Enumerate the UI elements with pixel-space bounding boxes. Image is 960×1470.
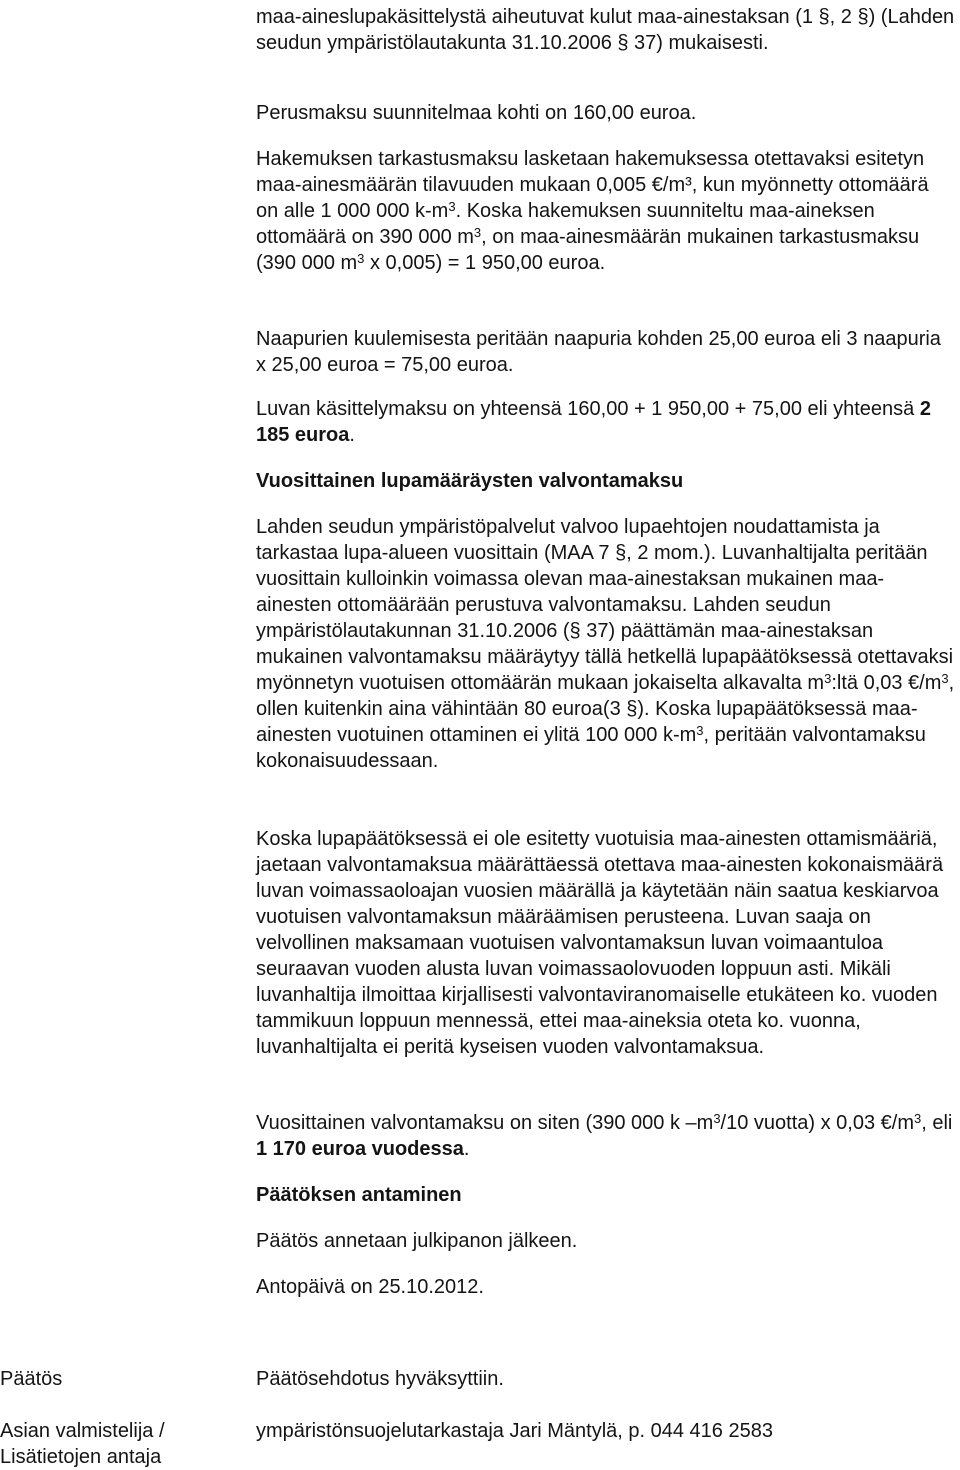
paragraph-julkipano: Päätös annetaan julkipanon jälkeen. — [256, 1230, 578, 1252]
paragraph-antopaiva: Antopäivä on 25.10.2012. — [256, 1276, 484, 1298]
paragraph-kasittelymaksu: Luvan käsittelymaksu on yhteensä 160,00 + 1 950,00 + 75,00 eli yhteensä 2 185 euroa. — [256, 398, 931, 446]
paragraph-perusmaksu: Perusmaksu suunnitelmaa kohti on 160,00 euroa. — [256, 102, 697, 124]
footer-label-paatos: Päätös — [0, 1368, 63, 1390]
paragraph-tarkastusmaksu: Hakemuksen tarkastusmaksu lasketaan hakemuksessa otettavaksi esitetyn maa-ainesmäärän tilavuuden mukaan 0,005 €/m³, kun myönnetty ottomäärä on alle 1 000 000 $k-m^3$. Koska hakemuksen suunniteltu maa-aineksen ottomäärä on 390 000 $m^3$, on maa-ainesmäärän mukainen tarkastusmaksu (390 000 $m^3$ x 0,005) = 1 950,00 euroa. — [256, 148, 929, 274]
heading-antaminen: Päätöksen antaminen — [256, 1184, 462, 1206]
paragraph-vuosimaksu: Vuosittainen valvontamaksu on siten (390 000 k $-m^3/10$ vuotta) x 0,03 $€/m^3$, eli 1 170 euroa vuodessa. — [256, 1111, 953, 1160]
heading-valvontamaksu: Vuosittainen lupamääräysten valvontamaksu — [256, 470, 684, 492]
footer-value-valmistelija: ympäristönsuojelutarkastaja Jari Mäntylä, p. 044 416 2583 — [256, 1420, 773, 1442]
footer-value-paatos: Päätösehdotus hyväksyttiin. — [256, 1368, 504, 1390]
paragraph-vuotuiset: Koska lupapäätöksessä ei ole esitetty vuotuisia maa-ainesten ottamismääriä, jaetaan valvontamaksua määrättäessä otettava maa-ainesten kokonaismäärä luvan voimassaoloajan vuosien määrällä ja käytetään näin saatua keskiarvoa vuotuisen valvontamaksun määräämisen perusteena. Luvan saaja on velvollinen maksamaan vuotuisen valvontamaksun luvan voimaantuloa seuraavan vuoden alusta luvan voimassaolovuoden loppuun asti. Mikäli luvanhaltija ilmoittaa kirjallisesti valvontaviranomaiselle etukäteen ko. vuoden tammikuun loppuun mennessä, ettei maa-aineksia oteta ko. vuonna, luvanhaltijalta ei peritä kyseisen vuoden valvontamaksua. — [256, 828, 944, 1058]
footer-label-valmistelija: Asian valmistelija / Lisätietojen antaja — [0, 1420, 165, 1468]
paragraph-taksa — [256, 4, 956, 56]
paragraph-naapurit: Naapurien kuulemisesta peritään naapuria kohden 25,00 euroa eli 3 naapuria x 25,00 euroa = 75,00 euroa. — [256, 328, 941, 376]
annual-amount: 1 170 euroa vuodessa — [256, 1138, 464, 1160]
total-amount: 2 185 euroa — [256, 398, 931, 446]
paragraph-text: maa-aineslupakäsittelystä aiheutuvat kulut maa-ainestaksan (1 §, 2 §) (Lahden seudun ympäristölautakunta 31.10.2006 § 37) mukaisesti. — [256, 6, 955, 54]
paragraph-valvonta: Lahden seudun ympäristöpalvelut valvoo lupaehtojen noudattamista ja tarkastaa lupa-alueen vuosittain (MAA 7 §, 2 mom.). Luvanhaltijalta peritään vuosittain kulloinkin voimassa olevan maa-ainestaksan mukainen maa-ainesten ottomäärään perustuva valvontamaksu. Lahden seudun ympäristölautakunnan 31.10.2006 (§ 37) päättämän maa-ainestaksan mukainen valvontamaksu määräytyy tällä hetkellä lupapäätöksessä otettavaksi myönnetyn vuotuisen ottomäärän mukaan jokaiselta alkavalta $m^3:ltä$ 0,03 $€/m^3$, ollen kuitenkin aina vähintään 80 euroa(3 §). Koska lupapäätöksessä maa-ainesten vuotuinen ottaminen ei ylitä 100 000 $k-m^3$, peritään valvontamaksu kokonaisuudessaan. — [256, 516, 955, 772]
